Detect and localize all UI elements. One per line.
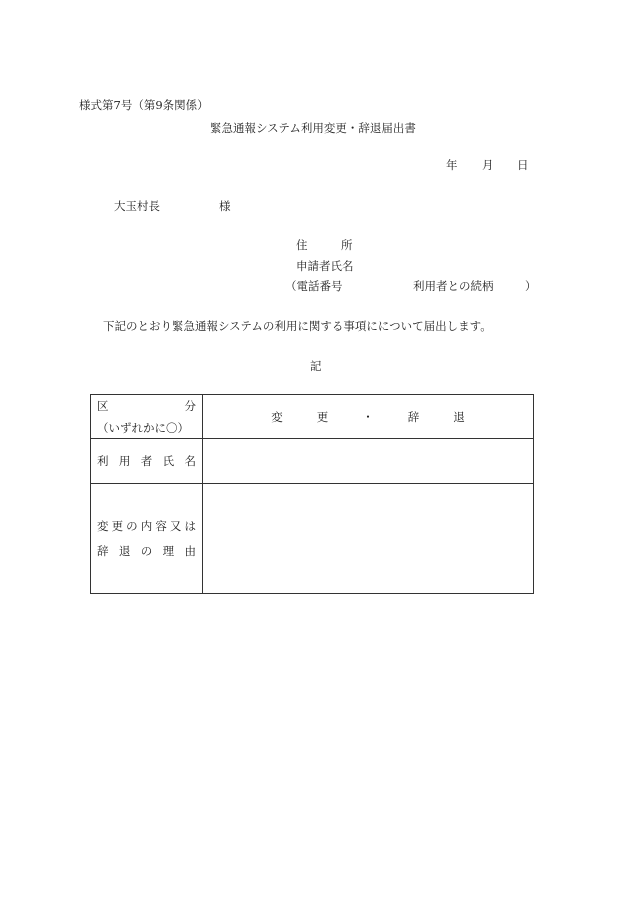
- kubun-char-2: 分: [184, 398, 196, 413]
- option-withdraw-char-1[interactable]: 辞: [407, 409, 420, 424]
- document-title: 緊急通報システム利用変更・辞退届出書: [210, 121, 416, 135]
- change-line1-char-2: 更: [111, 519, 124, 533]
- change-line2-char-5: 由: [184, 544, 196, 558]
- user-name-char-5: 名: [184, 454, 196, 468]
- user-name-char-4: 氏: [162, 454, 175, 468]
- change-line1-char-1: 変: [97, 519, 109, 533]
- kubun-label-cell: [91, 395, 203, 439]
- user-name-row: [91, 439, 534, 484]
- body-text: 下記のとおり緊急通報システムの利用に関する事項にについて届出します。: [103, 319, 492, 333]
- change-line2-char-3: の: [140, 544, 153, 558]
- user-name-char-1: 利: [97, 454, 109, 468]
- close-paren: ）: [525, 279, 537, 293]
- option-change-char-2[interactable]: 更: [316, 409, 329, 424]
- change-line1-char-6: 又: [169, 519, 182, 533]
- phone-label: （電話番号: [285, 279, 343, 293]
- option-separator: ・: [362, 409, 374, 424]
- date-month-label: 月: [482, 158, 494, 172]
- change-content-label-cell: [91, 484, 203, 594]
- user-name-label-cell: [91, 439, 203, 484]
- kubun-row: [91, 395, 534, 439]
- address-label-char-2: 所: [341, 238, 353, 252]
- form-number: 様式第7号（第9条関係）: [79, 98, 209, 112]
- change-content-row: [91, 484, 534, 594]
- change-content-input-cell[interactable]: [203, 484, 534, 594]
- change-line1-char-4: 内: [140, 519, 153, 533]
- kubun-char-1: 区: [97, 398, 109, 413]
- address-label-char-1: 住: [296, 238, 308, 252]
- ki-label: 記: [310, 359, 322, 373]
- user-name-char-2: 用: [118, 454, 131, 468]
- change-line1-char-7: は: [184, 519, 196, 533]
- user-name-input-cell[interactable]: [203, 439, 534, 484]
- addressee-honorific: 様: [219, 199, 231, 213]
- relation-label: 利用者との続柄: [413, 279, 494, 293]
- date-year-label: 年: [446, 158, 458, 172]
- change-line1-char-3: の: [126, 519, 138, 533]
- kubun-options-cell[interactable]: [203, 395, 534, 439]
- option-change-char-1[interactable]: 変: [271, 409, 283, 424]
- change-line2-char-2: 退: [118, 544, 131, 558]
- applicant-name-label: 申請者氏名: [296, 259, 354, 273]
- option-withdraw-char-2[interactable]: 退: [453, 409, 465, 424]
- addressee-name: 大玉村長: [114, 199, 160, 213]
- form-table: [90, 394, 534, 594]
- user-name-char-3: 者: [140, 454, 153, 468]
- change-line1-char-5: 容: [155, 519, 167, 533]
- date-day-label: 日: [517, 158, 529, 172]
- kubun-subtitle: （いずれかに〇）: [97, 420, 189, 435]
- change-line2-char-1: 辞: [97, 544, 109, 558]
- change-line2-char-4: 理: [162, 544, 175, 558]
